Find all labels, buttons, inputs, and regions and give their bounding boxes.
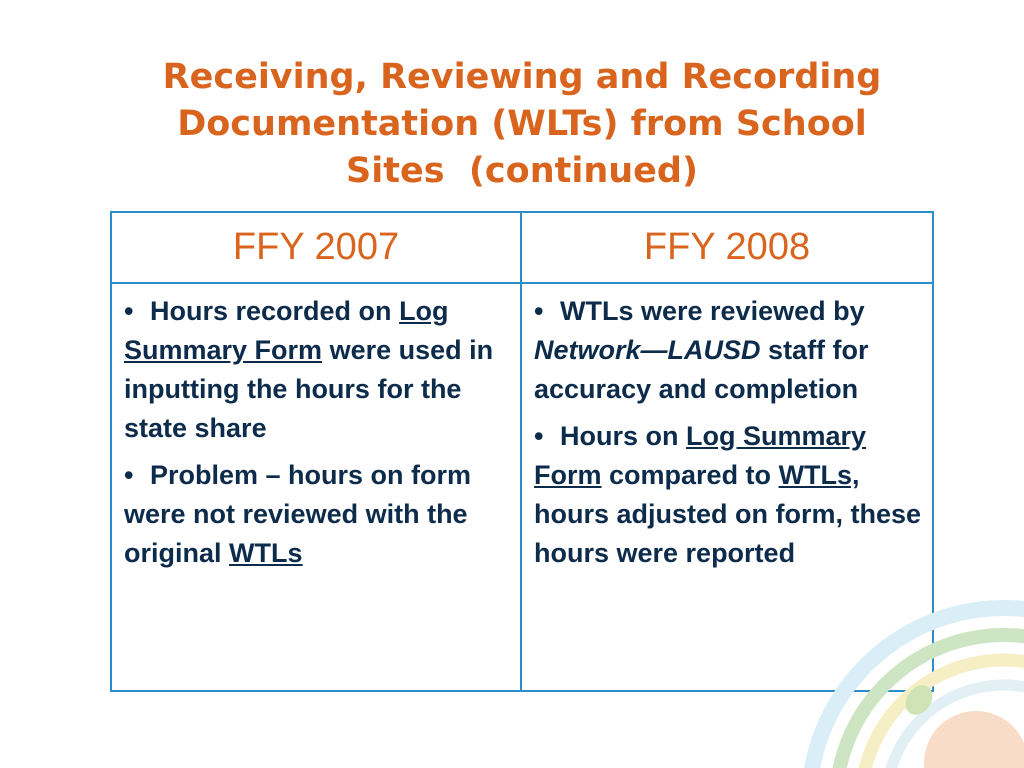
wtls-link[interactable]: WTLs, (778, 460, 860, 490)
bullet-text: compared to (609, 460, 772, 490)
bullet-text: Hours on (560, 421, 679, 451)
log-summary-form-link[interactable]: Log Summary Form (534, 421, 867, 490)
list-item (534, 292, 922, 409)
header-row (111, 212, 933, 283)
orange-fruit-shape (924, 711, 1024, 768)
bullet-text: Problem – hours on form were not reviewed with the original (124, 460, 472, 568)
bullet-icon: • (124, 460, 134, 490)
bullet-text: hours adjusted on form, these hours were reported (534, 499, 922, 568)
inner-arc-shape (886, 685, 1024, 768)
title-line-3: Sites (continued) (346, 151, 698, 191)
bullet-text: WTLs were reviewed by (560, 296, 865, 326)
list-item (124, 292, 510, 448)
header-ffy-2007: FFY 2007 (111, 212, 521, 283)
cell-ffy-2008 (521, 283, 933, 691)
bullet-icon: • (534, 421, 544, 451)
list-item (534, 417, 922, 573)
wtls-link[interactable]: WTLs (229, 538, 303, 568)
list-item (124, 456, 510, 573)
bullet-text: staff for accuracy and completion (534, 335, 869, 404)
bullet-text: Hours recorded on (150, 296, 392, 326)
title-line-1: Receiving, Reviewing and Recording (162, 57, 882, 97)
bullet-text: were used in inputting the hours for the state share (124, 335, 494, 443)
cell-ffy-2007 (111, 283, 521, 691)
content-row (111, 283, 933, 691)
slide-title (112, 54, 932, 195)
title-line-2: Documentation (WLTs) from School (177, 104, 867, 144)
log-summary-form-link[interactable]: Log Summary Form (124, 296, 449, 365)
bullet-icon: • (124, 296, 134, 326)
network-lausd-text: Network—LAUSD (534, 335, 761, 365)
bullet-icon: • (534, 296, 544, 326)
header-ffy-2008: FFY 2008 (521, 212, 933, 283)
comparison-table (110, 211, 934, 692)
